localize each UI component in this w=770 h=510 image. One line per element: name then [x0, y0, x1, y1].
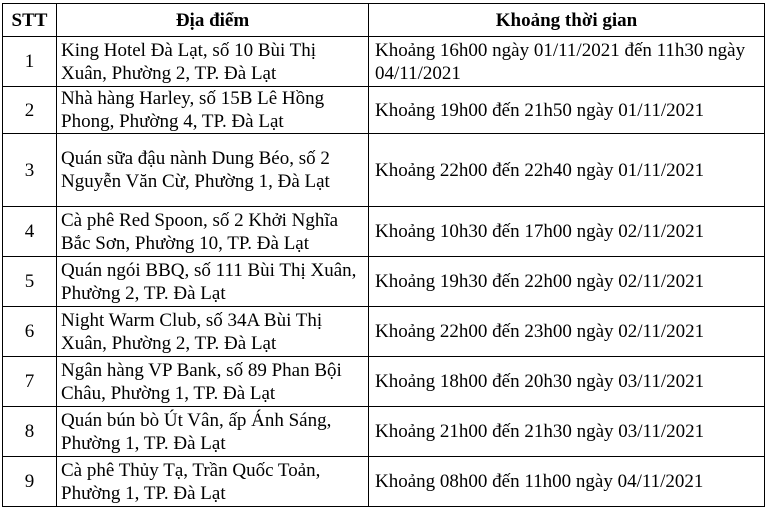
row-time: Khoảng 10h30 đến 17h00 ngày 02/11/2021 — [369, 207, 765, 257]
row-location: Cà phê Red Spoon, số 2 Khởi Nghĩa Bắc Sơn, Phường 10, TP. Đà Lạt — [57, 207, 369, 257]
row-stt: 8 — [3, 407, 57, 457]
header-stt: STT — [3, 4, 57, 37]
row-stt: 2 — [3, 87, 57, 134]
row-location: Ngân hàng VP Bank, số 89 Phan Bội Châu, Phường 1, TP. Đà Lạt — [57, 357, 369, 407]
row-location: Quán sữa đậu nành Dung Béo, số 2 Nguyễn Văn Cừ, Phường 1, Đà Lạt — [57, 134, 369, 207]
row-location: King Hotel Đà Lạt, số 10 Bùi Thị Xuân, Phường 2, TP. Đà Lạt — [57, 37, 369, 87]
row-time: Khoảng 19h30 đến 22h00 ngày 02/11/2021 — [369, 257, 765, 307]
row-stt: 4 — [3, 207, 57, 257]
row-stt: 1 — [3, 37, 57, 87]
table-row — [3, 87, 765, 134]
table-header-row — [3, 4, 765, 37]
table-row — [3, 207, 765, 257]
table-row — [3, 457, 765, 507]
row-time: Khoảng 16h00 ngày 01/11/2021 đến 11h30 ngày 04/11/2021 — [369, 37, 765, 87]
row-stt: 9 — [3, 457, 57, 507]
row-stt: 6 — [3, 307, 57, 357]
table-row — [3, 307, 765, 357]
row-stt: 3 — [3, 134, 57, 207]
header-location: Địa điểm — [57, 4, 369, 37]
row-stt: 7 — [3, 357, 57, 407]
row-location: Night Warm Club, số 34A Bùi Thị Xuân, Phường 2, TP. Đà Lạt — [57, 307, 369, 357]
row-time: Khoảng 08h00 đến 11h00 ngày 04/11/2021 — [369, 457, 765, 507]
locations-table — [2, 3, 765, 507]
table-row — [3, 37, 765, 87]
row-location: Quán bún bò Út Vân, ấp Ánh Sáng, Phường 1, TP. Đà Lạt — [57, 407, 369, 457]
table-row — [3, 257, 765, 307]
row-time: Khoảng 22h00 đến 23h00 ngày 02/11/2021 — [369, 307, 765, 357]
row-time: Khoảng 18h00 đến 20h30 ngày 03/11/2021 — [369, 357, 765, 407]
row-time: Khoảng 19h00 đến 21h50 ngày 01/11/2021 — [369, 87, 765, 134]
table-row — [3, 407, 765, 457]
header-time: Khoảng thời gian — [369, 4, 765, 37]
table-row — [3, 134, 765, 207]
table-row — [3, 357, 765, 407]
row-location: Cà phê Thủy Tạ, Trần Quốc Toản, Phường 1, TP. Đà Lạt — [57, 457, 369, 507]
row-time: Khoảng 21h00 đến 21h30 ngày 03/11/2021 — [369, 407, 765, 457]
row-stt: 5 — [3, 257, 57, 307]
row-location: Nhà hàng Harley, số 15B Lê Hồng Phong, Phường 4, TP. Đà Lạt — [57, 87, 369, 134]
row-location: Quán ngói BBQ, số 111 Bùi Thị Xuân, Phường 2, TP. Đà Lạt — [57, 257, 369, 307]
row-time: Khoảng 22h00 đến 22h40 ngày 01/11/2021 — [369, 134, 765, 207]
